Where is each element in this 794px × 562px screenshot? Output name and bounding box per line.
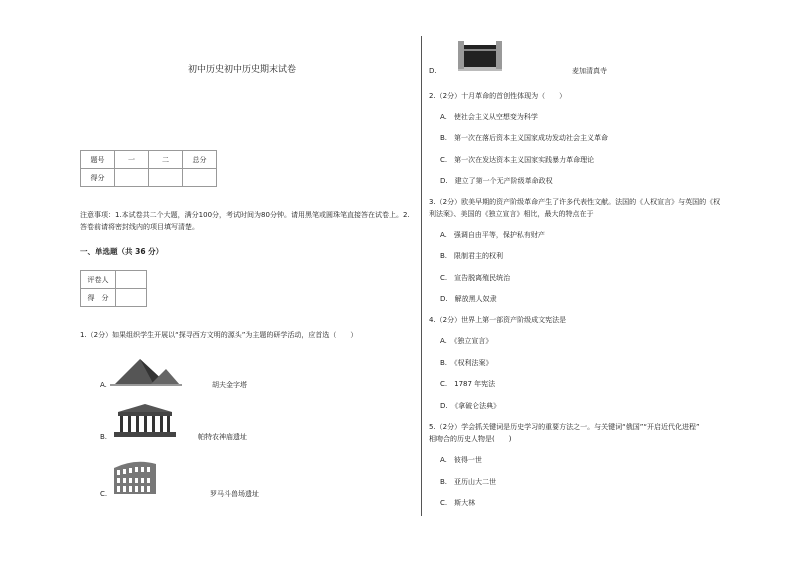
question-1-stem: 1.（2分）如果组织学生开展以“探寻西方文明的源头”为主题的研学活动，应首选（ ） xyxy=(80,331,358,339)
answer-option[interactable]: A. 使社会主义从空想变为科学 xyxy=(440,113,538,121)
answer-option[interactable]: D. 建立了第一个无产阶级革命政权 xyxy=(440,177,553,185)
score-table xyxy=(80,150,217,187)
option-letter: A. xyxy=(100,381,107,389)
score-header-cell: 一 xyxy=(115,151,149,169)
score-header-cell: 题号 xyxy=(81,151,115,169)
grader-label: 评卷人 xyxy=(81,271,116,289)
question-5-stem-line: 5.（2分）学会抓关键词是历史学习的重要方法之一。与关键词“俄国”“开启近代化进程” xyxy=(429,423,700,431)
option-letter: B. xyxy=(100,433,108,441)
question-3-stem-line: 3.（2分）欧美早期的资产阶级革命产生了许多代表性文献。法国的《人权宣言》与英国的《权 xyxy=(429,198,721,206)
column-divider xyxy=(421,36,422,516)
score-cell[interactable] xyxy=(115,169,149,187)
question-5-stem-line: 相吻合的历史人物是( ) xyxy=(429,435,512,443)
option-caption: 帕特农神庙遗址 xyxy=(198,433,247,441)
grader-cell[interactable] xyxy=(116,271,147,289)
score-cell[interactable] xyxy=(183,169,217,187)
colosseum-image xyxy=(112,458,158,496)
answer-option[interactable]: C. 1787 年宪法 xyxy=(440,380,496,388)
answer-option[interactable]: C. 宣告脱离殖民统治 xyxy=(440,274,511,282)
question-2-stem: 2.（2分）十月革命的首创性体现为（ ） xyxy=(429,92,567,100)
kaaba-image xyxy=(458,41,502,71)
question-3-stem-line: 利法案》、美国的《独立宣言》相比，最大的特点在于 xyxy=(429,210,594,218)
answer-option[interactable]: B. 第一次在落后资本主义国家成功发动社会主义革命 xyxy=(440,134,609,142)
notice-line-1: 注意事项：1.本试卷共二个大题，满分100分，考试时间为80分钟。请用黑笔或圆珠笔直接答在试卷上。2. xyxy=(80,211,410,219)
answer-option[interactable]: A. 强调自由平等，保护私有财产 xyxy=(440,231,545,239)
answer-option[interactable]: D. 解放黑人奴隶 xyxy=(440,295,497,303)
option-caption: 胡夫金字塔 xyxy=(212,381,247,389)
score-cell[interactable] xyxy=(149,169,183,187)
answer-option[interactable]: B. 《权利法案》 xyxy=(440,359,493,367)
answer-option[interactable]: C. 斯大林 xyxy=(440,499,476,507)
answer-option[interactable]: C. 第一次在发达资本主义国家实践暴力革命理论 xyxy=(440,156,595,164)
question-4-stem: 4.（2分）世界上第一部资产阶级成文宪法是 xyxy=(429,316,567,324)
score-row-label: 得分 xyxy=(81,169,115,187)
answer-option[interactable]: B. 亚历山大二世 xyxy=(440,478,497,486)
notice-line-2: 答卷前请将密封线内的项目填写清楚。 xyxy=(80,223,199,231)
parthenon-image xyxy=(112,402,178,438)
answer-option[interactable]: B. 限制君主的权利 xyxy=(440,252,504,260)
option-caption: 罗马斗兽场遗址 xyxy=(210,490,259,498)
grader-cell[interactable] xyxy=(116,289,147,307)
option-letter: D. xyxy=(429,67,437,75)
score-header-cell: 二 xyxy=(149,151,183,169)
section-heading: 一、单选题（共 36 分） xyxy=(80,247,164,256)
option-caption: 麦加清真寺 xyxy=(572,67,607,75)
answer-option[interactable]: D. 《拿破仑法典》 xyxy=(440,402,501,410)
grader-label: 得 分 xyxy=(81,289,116,307)
score-header-cell: 总分 xyxy=(183,151,217,169)
answer-option[interactable]: A. 《独立宣言》 xyxy=(440,337,493,345)
grader-table xyxy=(80,270,147,307)
answer-option[interactable]: A. 彼得一世 xyxy=(440,456,482,464)
pyramid-image xyxy=(110,356,182,386)
page-title: 初中历史初中历史期末试卷 xyxy=(188,65,297,75)
option-letter: C. xyxy=(100,490,108,498)
